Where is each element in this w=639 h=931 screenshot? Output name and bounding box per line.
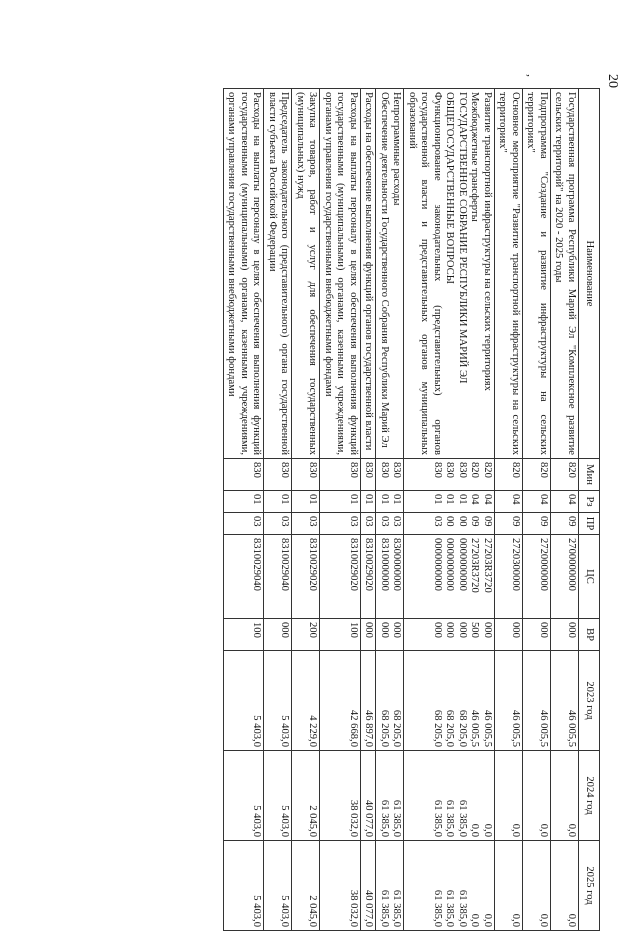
cell-text: 000 <box>363 622 375 638</box>
cell-text: 00 <box>457 516 468 527</box>
cell-text: 01 <box>379 494 390 505</box>
cell-text: 000 <box>457 622 468 638</box>
cell-text: 5 403,0 <box>251 805 263 837</box>
cell-text: 04 <box>482 494 493 505</box>
cell-text: 830 <box>391 462 403 478</box>
cell-text: 2 045,0 <box>307 805 319 837</box>
cell-y2023 <box>404 651 495 751</box>
cell-text: 100 <box>251 622 263 638</box>
cell-y2025 <box>551 841 579 931</box>
cell-rz <box>551 491 579 513</box>
cell-pr <box>495 513 523 535</box>
cell-text: 03 <box>279 516 291 527</box>
cell-text: ОБЩЕГОСУДАРСТВЕННЫЕ ВОПРОСЫ <box>444 92 456 284</box>
cell-text: 000 <box>432 622 443 638</box>
table-row <box>523 89 551 931</box>
table-row <box>361 89 377 931</box>
cell-y2023 <box>292 651 320 751</box>
cell-text: Непрограммные расходы <box>391 92 403 206</box>
cell-text: 5 403,0 <box>251 715 263 747</box>
cell-rz <box>224 491 265 513</box>
cell-text: 61 385,0 <box>391 799 403 837</box>
cell-text: 820 <box>538 462 549 478</box>
cell-y2023 <box>376 651 404 751</box>
cell-text: 46 005,5 <box>469 709 481 747</box>
cell-text: 03 <box>307 516 319 527</box>
cell-rz <box>292 491 320 513</box>
cell-min <box>292 459 320 491</box>
cell-name <box>523 89 551 459</box>
cell-text: 61 385,0 <box>432 889 443 927</box>
cell-text: 830 <box>251 462 263 478</box>
header-cs: ЦС <box>579 535 600 619</box>
cell-min <box>376 459 404 491</box>
cell-text: 01 <box>444 494 456 505</box>
cell-rz <box>495 491 523 513</box>
cell-text: 68 205,0 <box>457 709 468 747</box>
cell-text: 03 <box>348 516 359 527</box>
cell-text: Развитие транспортной инфраструктуры на сельских территориях <box>482 92 493 391</box>
table-row <box>264 89 292 931</box>
budget-table <box>223 88 600 931</box>
cell-y2024 <box>224 751 265 841</box>
cell-text: 830 <box>279 462 291 478</box>
cell-text: Расходы на выплаты персоналу в целях обеспечения выполнения функций государственными (муниципальными) органами, казенными учреждениями, органами управления государственными внебюджетными фондами <box>226 92 263 455</box>
cell-pr <box>320 513 361 535</box>
cell-text: 46 005,5 <box>482 709 493 747</box>
table-body <box>224 89 579 931</box>
cell-text: 0,0 <box>538 913 549 927</box>
cell-text: 830 <box>432 462 443 478</box>
cell-cs <box>495 535 523 619</box>
cell-cs <box>264 535 292 619</box>
cell-text: 09 <box>510 516 521 527</box>
cell-text: 000 <box>379 622 390 638</box>
cell-text: 46 005,5 <box>510 709 521 747</box>
cell-text: 27203R3720 <box>482 538 493 593</box>
cell-text: 0000000000 <box>432 538 443 591</box>
cell-min <box>523 459 551 491</box>
cell-text: 09 <box>469 516 481 527</box>
cell-text: 09 <box>566 516 577 527</box>
cell-text: 61 385,0 <box>457 889 468 927</box>
cell-min <box>264 459 292 491</box>
cell-text: 8310029020 <box>307 538 319 591</box>
cell-y2025 <box>224 841 265 931</box>
cell-text: 09 <box>538 516 549 527</box>
header-min: Мин <box>579 459 600 491</box>
cell-vr <box>292 619 320 651</box>
cell-name <box>292 89 320 459</box>
cell-text: 000 <box>279 622 291 638</box>
cell-y2025 <box>404 841 495 931</box>
cell-text: 2720000000 <box>538 538 549 591</box>
cell-text: 8310029040 <box>279 538 291 591</box>
cell-text: 8310029020 <box>348 538 359 591</box>
cell-text: 000 <box>391 622 403 638</box>
cell-y2023 <box>361 651 377 751</box>
table-row <box>292 89 320 931</box>
cell-y2024 <box>292 751 320 841</box>
cell-y2024 <box>376 751 404 841</box>
cell-text: 820 <box>482 462 493 478</box>
cell-text: 8310029020 <box>363 538 375 591</box>
cell-text: 820 <box>566 462 577 478</box>
cell-pr <box>404 513 495 535</box>
cell-text: 68 205,0 <box>432 709 443 747</box>
budget-table-sheet <box>124 88 600 930</box>
cell-y2025 <box>376 841 404 931</box>
table-row <box>404 89 495 931</box>
table-row <box>495 89 523 931</box>
cell-text: 0000000000 <box>444 538 456 591</box>
cell-text: Функционирование законодательных (представительных) органов государственной власти и представительных органов муниципальных образований <box>407 92 443 455</box>
cell-min <box>361 459 377 491</box>
cell-y2024 <box>361 751 377 841</box>
cell-text: 0,0 <box>566 823 577 837</box>
cell-text: 500 <box>469 622 481 638</box>
cell-name <box>320 89 361 459</box>
cell-text: 42 668,0 <box>348 709 359 747</box>
cell-text: 61 385,0 <box>444 889 456 927</box>
cell-text: 04 <box>538 494 549 505</box>
cell-y2025 <box>523 841 551 931</box>
cell-text: 2 045,0 <box>307 895 319 927</box>
cell-text: 01 <box>457 494 468 505</box>
cell-text: 61 385,0 <box>391 889 403 927</box>
cell-cs <box>551 535 579 619</box>
cell-text: 2720300000 <box>510 538 521 591</box>
table-row <box>224 89 265 931</box>
cell-text: 830 <box>348 462 359 478</box>
cell-y2023 <box>495 651 523 751</box>
cell-pr <box>224 513 265 535</box>
table-row <box>376 89 404 931</box>
cell-text: 0,0 <box>482 913 493 927</box>
cell-y2024 <box>495 751 523 841</box>
cell-pr <box>376 513 404 535</box>
cell-text: 68 205,0 <box>391 709 403 747</box>
cell-vr <box>495 619 523 651</box>
cell-text: 38 032,0 <box>348 799 359 837</box>
cell-text: 61 385,0 <box>379 889 390 927</box>
cell-text: 40 077,0 <box>363 799 375 837</box>
cell-text: 01 <box>391 494 403 505</box>
cell-text: 03 <box>363 516 375 527</box>
cell-text: 38 032,0 <box>348 889 359 927</box>
cell-name <box>376 89 404 459</box>
cell-text: 8310029040 <box>251 538 263 591</box>
cell-text: Расходы на обеспечение выполнения функций органов государственной власти <box>363 92 375 451</box>
cell-min <box>320 459 361 491</box>
cell-text: 830 <box>307 462 319 478</box>
cell-vr <box>523 619 551 651</box>
cell-rz <box>523 491 551 513</box>
cell-text: Председатель законодательного (представительного) органа государственной власти субъекта Российской Федерации <box>267 92 291 455</box>
cell-vr <box>320 619 361 651</box>
cell-cs <box>224 535 265 619</box>
cell-text: 01 <box>363 494 375 505</box>
cell-y2024 <box>551 751 579 841</box>
cell-text: 46 005,5 <box>538 709 549 747</box>
header-name: Наименование <box>579 89 600 459</box>
cell-text: 0,0 <box>482 823 493 837</box>
cell-pr <box>292 513 320 535</box>
cell-text: 200 <box>307 622 319 638</box>
cell-text: 000 <box>538 622 549 638</box>
cell-text: 5 403,0 <box>279 715 291 747</box>
cell-name <box>264 89 292 459</box>
cell-y2023 <box>523 651 551 751</box>
cell-y2025 <box>361 841 377 931</box>
cell-text: 61 385,0 <box>379 799 390 837</box>
cell-text: 2700000000 <box>566 538 577 591</box>
cell-text: 27203R3720 <box>469 538 481 593</box>
cell-y2023 <box>224 651 265 751</box>
cell-text: 01 <box>251 494 263 505</box>
header-vr: ВР <box>579 619 600 651</box>
cell-text: 46 897,0 <box>363 709 375 747</box>
cell-text: 01 <box>432 494 443 505</box>
cell-cs <box>320 535 361 619</box>
cell-rz <box>404 491 495 513</box>
cell-y2024 <box>404 751 495 841</box>
cell-text: 61 385,0 <box>457 799 468 837</box>
cell-vr <box>404 619 495 651</box>
cell-text: 5 403,0 <box>279 805 291 837</box>
cell-text: 5 403,0 <box>251 895 263 927</box>
cell-text: 01 <box>348 494 359 505</box>
cell-y2023 <box>551 651 579 751</box>
cell-pr <box>361 513 377 535</box>
cell-text: 46 005,5 <box>566 709 577 747</box>
cell-cs <box>404 535 495 619</box>
cell-y2025 <box>264 841 292 931</box>
cell-text: 830 <box>457 462 468 478</box>
header-rz: Рз <box>579 491 600 513</box>
cell-text: 000 <box>510 622 521 638</box>
cell-min <box>495 459 523 491</box>
cell-rz <box>264 491 292 513</box>
cell-y2024 <box>320 751 361 841</box>
cell-vr <box>551 619 579 651</box>
cell-name <box>224 89 265 459</box>
header-pr: ПР <box>579 513 600 535</box>
cell-text: 01 <box>279 494 291 505</box>
cell-cs <box>361 535 377 619</box>
cell-cs <box>292 535 320 619</box>
cell-text: Государственная программа Республики Марий Эл "Комплексное развитие сельских территорий" на 2020 - 2025 годы <box>553 92 577 455</box>
cell-text: 61 385,0 <box>444 799 456 837</box>
cell-rz <box>376 491 404 513</box>
cell-text: 61 385,0 <box>432 799 443 837</box>
cell-text: 000 <box>482 622 493 638</box>
cell-text: 68 205,0 <box>444 709 456 747</box>
cell-text: 830 <box>379 462 390 478</box>
cell-y2025 <box>495 841 523 931</box>
cell-name <box>551 89 579 459</box>
cell-text: 5 403,0 <box>279 895 291 927</box>
stray-mark: , <box>525 74 539 77</box>
cell-vr <box>376 619 404 651</box>
cell-text: 09 <box>482 516 493 527</box>
cell-y2023 <box>264 651 292 751</box>
cell-y2024 <box>523 751 551 841</box>
cell-text: 04 <box>469 494 481 505</box>
cell-text: 8310000000 <box>379 538 390 591</box>
cell-rz <box>361 491 377 513</box>
cell-text: Основное мероприятие "Развитие транспортной инфраструктуры на сельских территориях" <box>497 92 521 455</box>
cell-text: 03 <box>391 516 403 527</box>
table-row <box>551 89 579 931</box>
cell-text: 820 <box>469 462 481 478</box>
cell-text: 0000000000 <box>457 538 468 591</box>
cell-y2025 <box>320 841 361 931</box>
cell-text: 8300000000 <box>391 538 403 591</box>
cell-text: 04 <box>566 494 577 505</box>
cell-text: Закупка товаров, работ и услуг для обеспечения государственных (муниципальных) нужд <box>295 92 319 455</box>
cell-text: 830 <box>363 462 375 478</box>
cell-vr <box>361 619 377 651</box>
header-2024: 2024 год <box>579 751 600 841</box>
cell-y2024 <box>264 751 292 841</box>
cell-text: 0,0 <box>469 913 481 927</box>
cell-text: 0,0 <box>566 913 577 927</box>
cell-text: 68 205,0 <box>379 709 390 747</box>
cell-name <box>404 89 495 459</box>
cell-pr <box>264 513 292 535</box>
cell-name <box>495 89 523 459</box>
table-row <box>320 89 361 931</box>
cell-text: 0,0 <box>538 823 549 837</box>
cell-text: Обеспечение деятельности Государственного Собрания Республики Марий Эл <box>379 92 390 448</box>
cell-text: 830 <box>444 462 456 478</box>
cell-text: 03 <box>379 516 390 527</box>
cell-text: 01 <box>307 494 319 505</box>
cell-text: 100 <box>348 622 359 638</box>
header-2025: 2025 год <box>579 841 600 931</box>
cell-min <box>404 459 495 491</box>
cell-text: 000 <box>566 622 577 638</box>
cell-text: Расходы на выплаты персоналу в целях обеспечения выполнения функций государственными (муниципальными) органами, казенными учреждениями, органами управления государственными внебюджетными фондами <box>323 92 359 455</box>
cell-text: 0,0 <box>510 823 521 837</box>
cell-vr <box>264 619 292 651</box>
cell-text: 0,0 <box>469 823 481 837</box>
cell-pr <box>523 513 551 535</box>
cell-text: 40 077,0 <box>363 889 375 927</box>
cell-text: 000 <box>444 622 456 638</box>
header-2023: 2023 год <box>579 651 600 751</box>
cell-text: Подпрограмма "Создание и развитие инфраструктуры на сельских территориях" <box>525 92 549 455</box>
cell-min <box>224 459 265 491</box>
cell-text: ГОСУДАРСТВЕННОЕ СОБРАНИЕ РЕСПУБЛИКИ МАРИЙ ЭЛ <box>457 92 468 384</box>
cell-name <box>361 89 377 459</box>
cell-pr <box>551 513 579 535</box>
cell-text: 0,0 <box>510 913 521 927</box>
cell-text: 820 <box>510 462 521 478</box>
cell-text: 03 <box>432 516 443 527</box>
cell-text: 4 229,0 <box>307 715 319 747</box>
cell-text: 04 <box>510 494 521 505</box>
table-header-row <box>579 89 600 931</box>
page-number: 20 <box>605 74 620 88</box>
cell-vr <box>224 619 265 651</box>
cell-text: 03 <box>251 516 263 527</box>
cell-rz <box>320 491 361 513</box>
cell-cs <box>523 535 551 619</box>
cell-min <box>551 459 579 491</box>
cell-y2025 <box>292 841 320 931</box>
cell-text: Межбюджетные трансферты <box>469 92 481 222</box>
cell-text: 00 <box>444 516 456 527</box>
cell-cs <box>376 535 404 619</box>
cell-y2023 <box>320 651 361 751</box>
